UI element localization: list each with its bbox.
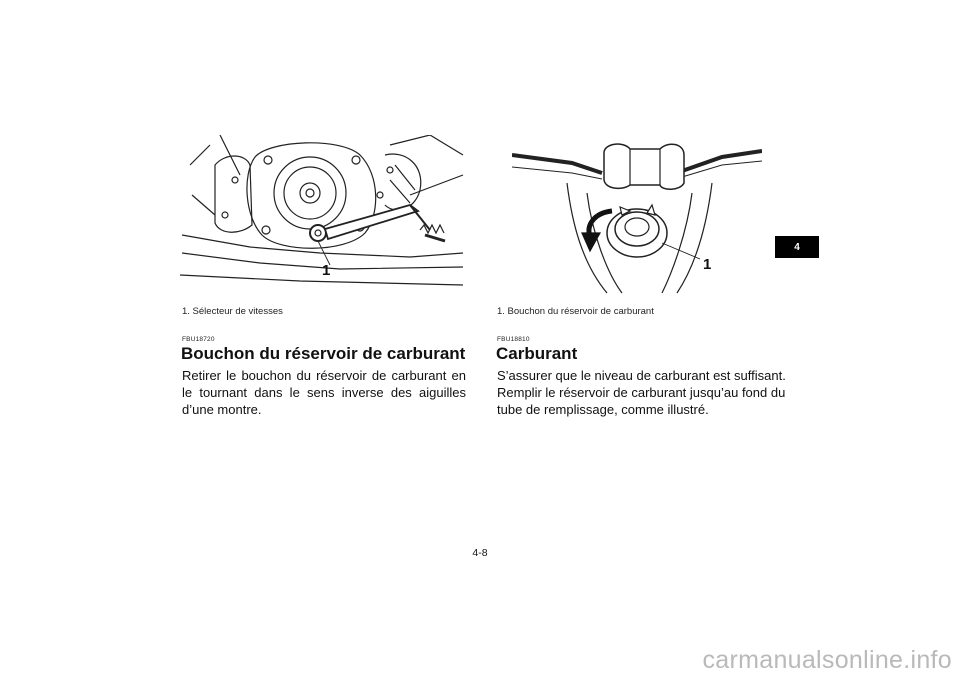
figure-callout-right: 1 bbox=[703, 256, 712, 273]
chapter-tab: 4 bbox=[775, 236, 819, 258]
figure-callout-left: 1 bbox=[322, 262, 331, 279]
left-section-heading: Bouchon du réservoir de carburant bbox=[181, 344, 466, 363]
right-figure-caption: 1. Bouchon du réservoir de carburant bbox=[497, 306, 654, 317]
right-section-body: S’assurer que le niveau de carburant est suffisant. Remplir le réservoir de carburant jusqu’au fond du tube de remplissage, comme illustré. bbox=[497, 368, 786, 417]
right-section-code: FBU18810 bbox=[497, 336, 530, 343]
right-section-heading: Carburant bbox=[496, 344, 578, 363]
left-section-body: Retirer le bouchon du réservoir de carburant en le tournant dans le sens inverse des aiguilles d’une montre. bbox=[182, 368, 466, 417]
left-section-code: FBU18720 bbox=[182, 336, 215, 343]
left-figure-caption: 1. Sélecteur de vitesses bbox=[182, 306, 283, 317]
watermark: carmanualsonline.info bbox=[702, 646, 952, 674]
page-number: 4-8 bbox=[472, 547, 488, 559]
fuel-cap-illustration bbox=[512, 133, 762, 295]
